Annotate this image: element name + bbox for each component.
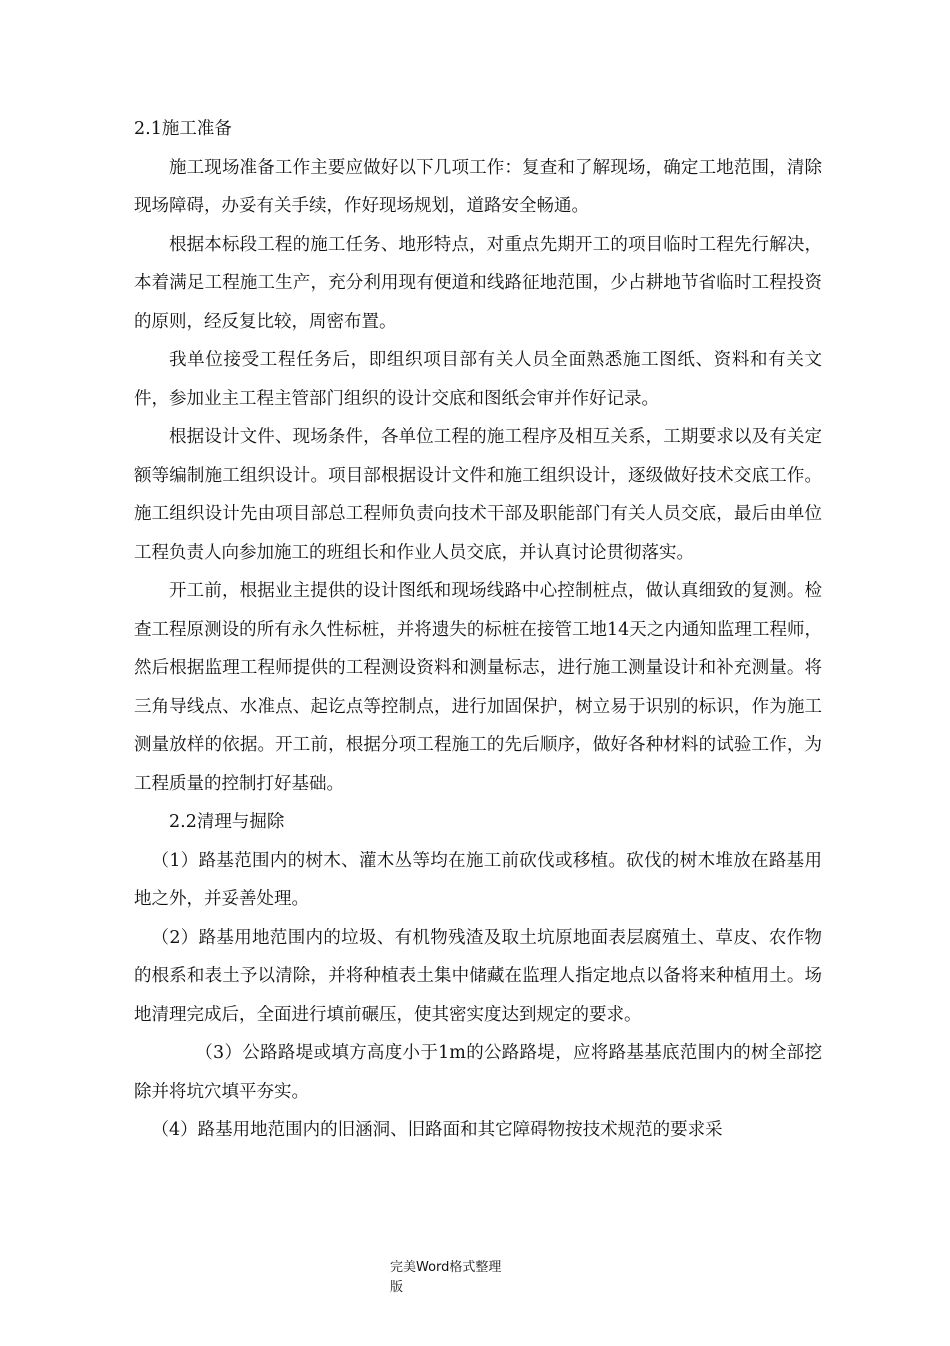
- section-heading-2-1: 2.1施工准备: [134, 119, 232, 139]
- list-item-2: （2）路基用地范围内的垃圾、有机物残渣及取土坑原地面表层腐殖土、草皮、农作物的根系和表土予以清除，并将种植表土集中储藏在监理人指定地点以备将来种植用土。场地清理完成后，全面进行填前碾压，使其密实度达到规定的要求。: [134, 927, 822, 1025]
- list-item-1: （1）路基范围内的树木、灌木丛等均在施工前砍伐或移植。砍伐的树木堆放在路基用地之外，并妥善处理。: [134, 850, 822, 909]
- page-footer: [390, 1258, 540, 1298]
- list-item-4: （4）路基用地范围内的旧涵洞、旧路面和其它障碍物按技术规范的要求采: [151, 1120, 723, 1140]
- paragraph: 施工现场准备工作主要应做好以下几项工作：复查和了解现场，确定工地范围，清除现场障碍，办妥有关手续，作好现场规划，道路安全畅通。: [134, 157, 822, 216]
- footer-line-1: 完美Word格式整理: [390, 1260, 502, 1275]
- list-item-3: （3）公路路堤或填方高度小于1m的公路路堤，应将路基基底范围内的树全部挖除并将坑穴填平夯实。: [134, 1043, 822, 1102]
- footer-line-2: 版: [390, 1280, 404, 1295]
- section-heading-2-2: 2.2清理与掘除: [169, 812, 285, 832]
- paragraph: 我单位接受工程任务后，即组织项目部有关人员全面熟悉施工图纸、资料和有关文件，参加业主工程主管部门组织的设计交底和图纸会审并作好记录。: [134, 350, 822, 409]
- paragraph: 根据本标段工程的施工任务、地形特点，对重点先期开工的项目临时工程先行解决，本着满足工程施工生产，充分利用现有便道和线路征地范围，少占耕地节省临时工程投资的原则，经反复比较，周密布置。: [134, 234, 822, 332]
- paragraph: 根据设计文件、现场条件，各单位工程的施工程序及相互关系，工期要求以及有关定额等编制施工组织设计。项目部根据设计文件和施工组织设计，逐级做好技术交底工作。施工组织设计先由项目部总工程师负责向技术干部及职能部门有关人员交底，最后由单位工程负责人向参加施工的班组长和作业人员交底，并认真讨论贯彻落实。: [134, 427, 822, 563]
- document-body: [134, 110, 822, 1150]
- paragraph: 开工前，根据业主提供的设计图纸和现场线路中心控制桩点，做认真细致的复测。检查工程原测设的所有永久性标桩，并将遗失的标桩在接管工地14天之内通知监理工程师，然后根据监理工程师提供的工程测设资料和测量标志，进行施工测量设计和补充测量。将三角导线点、水准点、起讫点等控制点，进行加固保护，树立易于识别的标识，作为施工测量放样的依据。开工前，根据分项工程施工的先后顺序，做好各种材料的试验工作，为工程质量的控制打好基础。: [134, 581, 822, 794]
